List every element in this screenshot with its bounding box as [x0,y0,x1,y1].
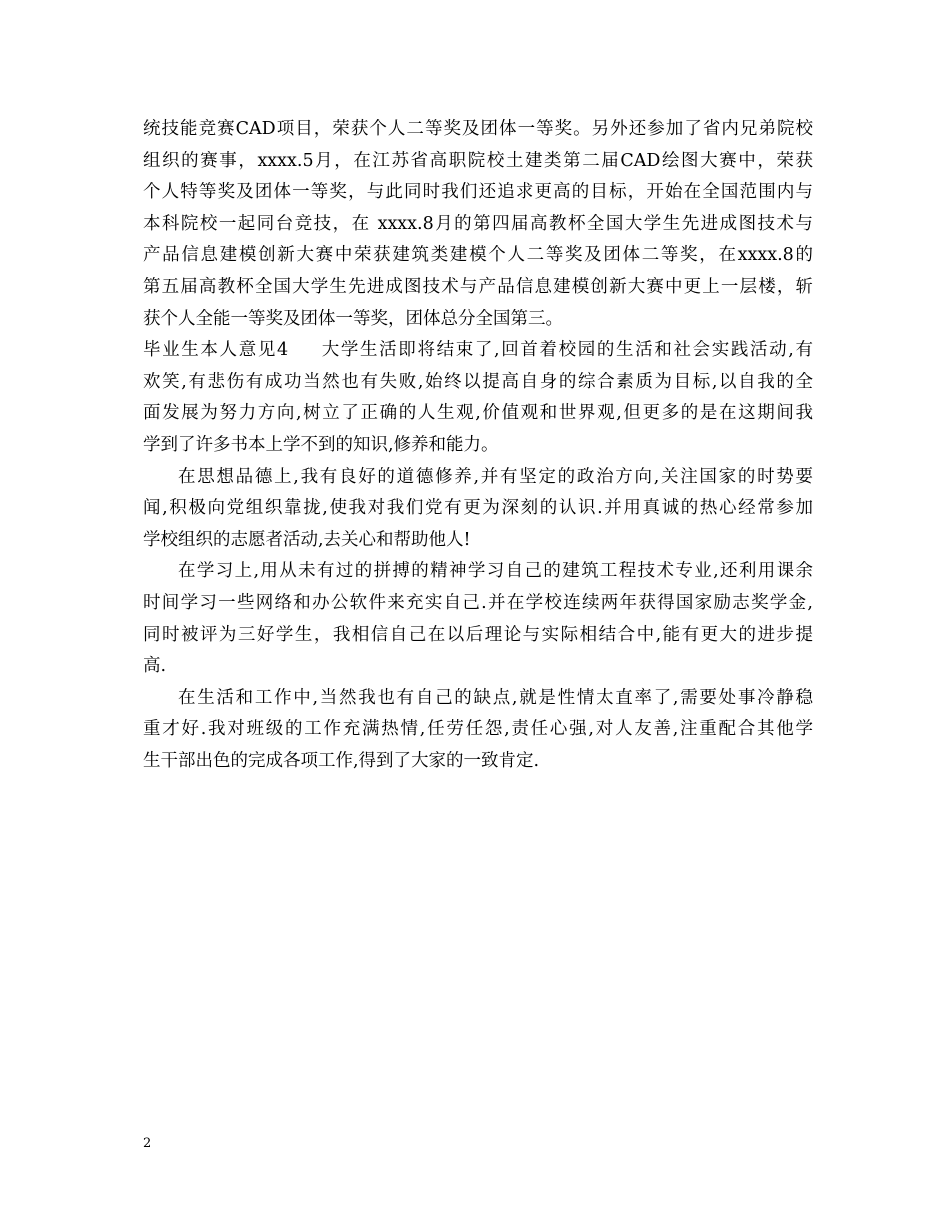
text-line: 个人特等奖及团体一等奖，与此同时我们还追求更高的目标，开始在全国范围内与 [143,182,813,203]
section-heading: 毕业生本人意见4 [143,340,289,361]
text-line: 闻,积极向党组织靠拢,使我对我们党有更为深刻的认识.并用真诚的热心经常参加 [143,498,813,519]
text-line: 在思想品德上,我有良好的道德修养,并有坚定的政治方向,关注国家的时势要 [178,466,813,487]
text-line: 组织的赛事，xxxx.5月，在江苏省高职院校土建类第二届CAD绘图大赛中，荣获 [143,150,813,171]
text-line: 生干部出色的完成各项工作,得到了大家的一致肯定. [143,750,540,771]
text-line: 产品信息建模创新大赛中荣获建筑类建模个人二等奖及团体二等奖，在xxxx.8的 [143,245,813,266]
paragraph-life-work [143,683,813,778]
text-line: 在学习上,用从未有过的拼搏的精神学习自己的建筑工程技术专业,还利用课余 [178,561,813,582]
text-line: 统技能竞赛CAD项目，荣获个人二等奖及团体一等奖。另外还参加了省内兄弟院校 [143,119,813,139]
text-line [143,335,813,367]
text-line: 学到了许多书本上学不到的知识,修养和能力。 [143,434,499,455]
text-line: 欢笑,有悲伤有成功当然也有失败,始终以提高自身的综合素质为目标,以自我的全 [143,371,813,392]
text-line-content: 大学生活即将结束了,回首着校园的生活和社会实践活动,有 [320,340,813,361]
paragraph-competition-awards [143,114,813,335]
text-line: 获个人全能一等奖及团体一等奖，团体总分全国第三。 [143,308,563,329]
paragraph-ideology [143,462,813,557]
text-line: 时间学习一些网络和办公软件来充实自己.并在学校连续两年获得国家励志奖学金, [143,592,813,613]
text-line: 高. [143,656,167,677]
text-line: 本科院校一起同台竞技，在 xxxx.8月的第四届高教杯全国大学生先进成图技术与 [143,213,813,234]
text-line: 在生活和工作中,当然我也有自己的缺点,就是性情太直率了,需要处事冷静稳 [178,687,813,708]
paragraph-study [143,556,813,682]
paragraph-graduate-opinion [143,335,813,461]
document-body [143,114,813,777]
page-number: 2 [143,1136,152,1151]
text-line: 学校组织的志愿者活动,去关心和帮助他人! [143,529,471,550]
text-line: 第五届高教杯全国大学生先进成图技术与产品信息建模创新大赛中更上一层楼，斩 [143,276,813,297]
text-line: 重才好.我对班级的工作充满热情,任劳任怨,责任心强,对人友善,注重配合其他学 [143,719,813,740]
text-line: 同时被评为三好学生，我相信自己在以后理论与实际相结合中,能有更大的进步提 [143,624,813,645]
text-line: 面发展为努力方向,树立了正确的人生观,价值观和世界观,但更多的是在这期间我 [143,403,813,424]
